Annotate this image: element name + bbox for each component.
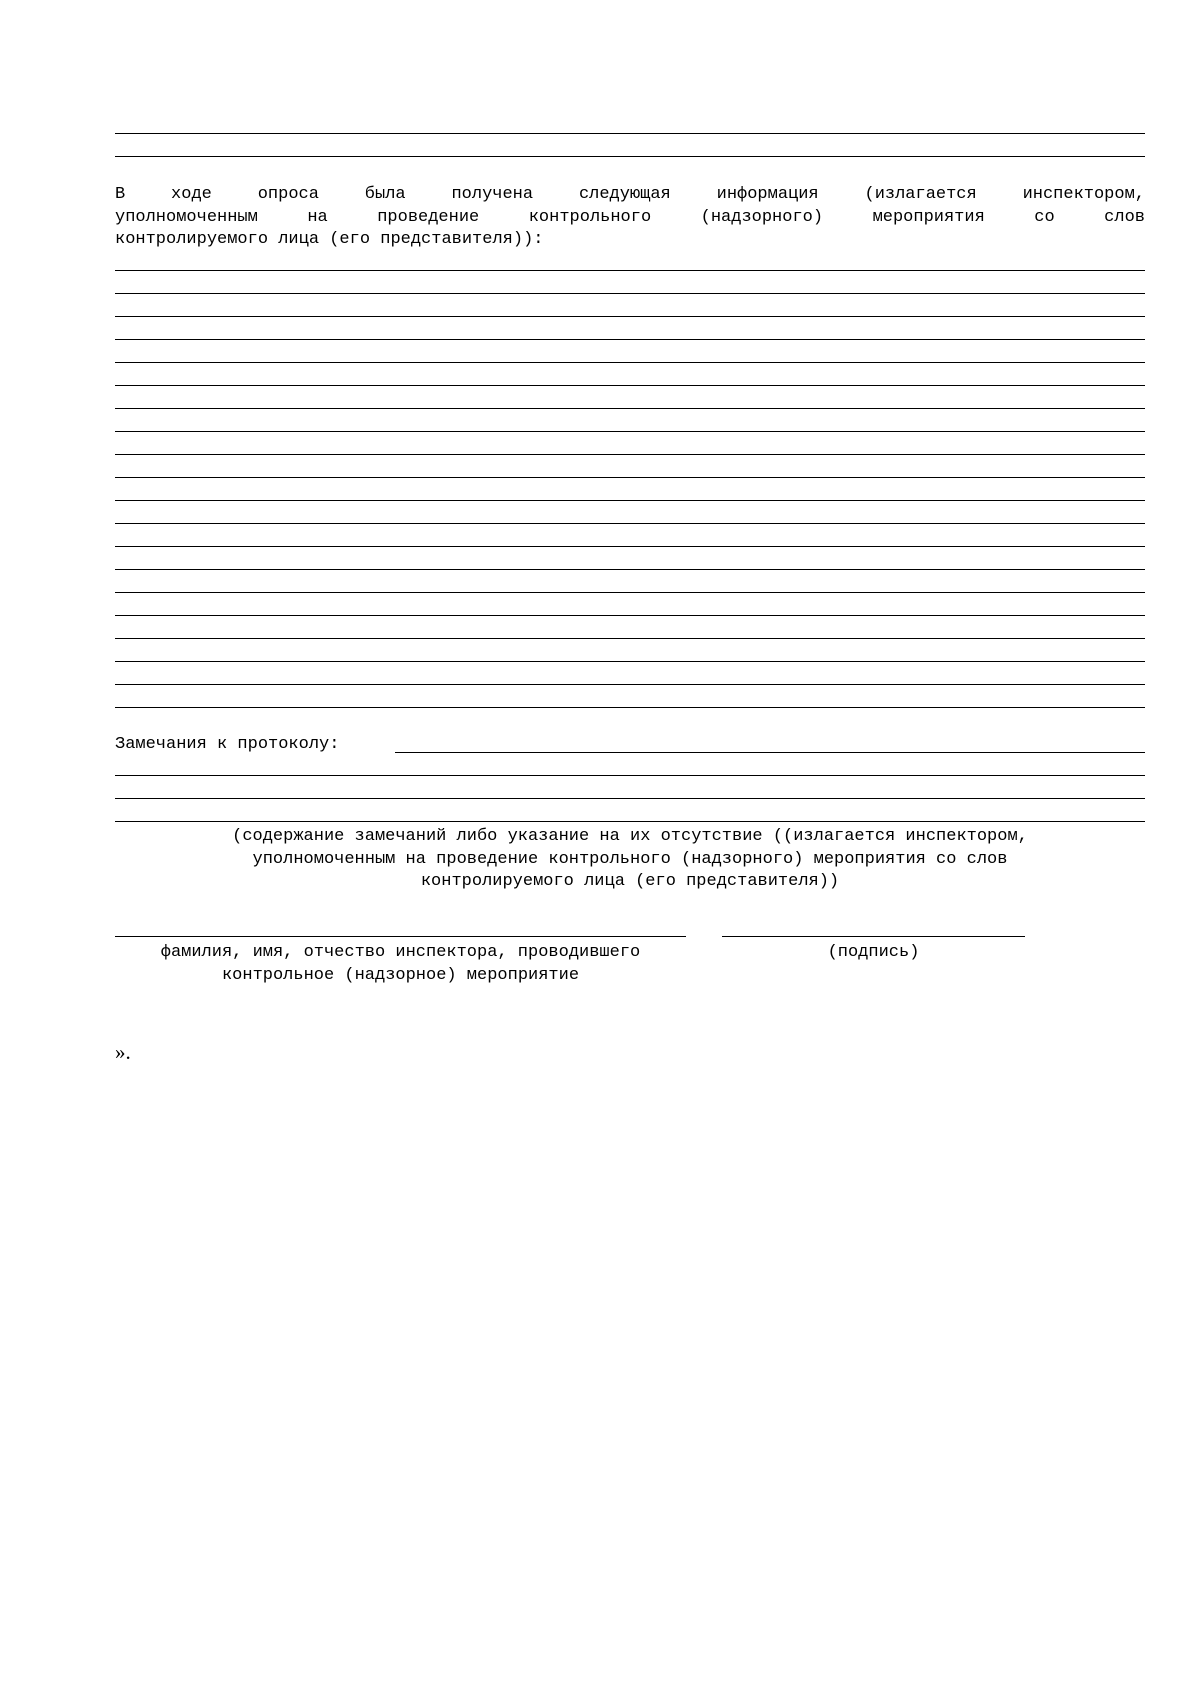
survey-answer-line: [115, 684, 1145, 685]
survey-answer-line: [115, 523, 1145, 524]
survey-answer-line: [115, 592, 1145, 593]
remarks-caption: [115, 826, 1145, 894]
survey-answer-line: [115, 638, 1145, 639]
survey-answer-line: [115, 431, 1145, 432]
survey-answer-line: [115, 339, 1145, 340]
survey-paragraph-line-1: В ходе опроса была получена следующая информация (излагается инспектором,: [115, 185, 1145, 204]
closing-mark: ».: [115, 1040, 131, 1064]
survey-answer-line: [115, 454, 1145, 455]
survey-answer-line: [115, 408, 1145, 409]
remarks-label: Замечания к протоколу:: [115, 735, 340, 754]
survey-answer-line: [115, 477, 1145, 478]
survey-paragraph: [115, 184, 1145, 252]
survey-answer-line: [115, 661, 1145, 662]
survey-answer-line: [115, 316, 1145, 317]
inspector-caption-line-2: контрольное (надзорное) мероприятие: [221, 965, 580, 985]
survey-answer-line: [115, 500, 1145, 501]
remarks-line: [115, 798, 1145, 799]
survey-answer-line: [115, 569, 1145, 570]
survey-answer-line: [115, 707, 1145, 708]
remarks-caption-line-1: (содержание замечаний либо указание на их отсутствие ((излагается инспектором,: [232, 827, 1028, 846]
remarks-line: [115, 775, 1145, 776]
blank-line-top-2: [115, 156, 1145, 157]
survey-answer-line: [115, 362, 1145, 363]
survey-answer-line: [115, 546, 1145, 547]
survey-answer-line: [115, 270, 1145, 271]
signature-caption: (подпись): [827, 943, 920, 962]
survey-answer-line: [115, 293, 1145, 294]
remarks-caption-line-3: контролируемого лица (его представителя)): [420, 872, 840, 891]
survey-answer-line: [115, 615, 1145, 616]
remarks-line: [115, 821, 1145, 822]
inspector-name-line: [115, 936, 686, 937]
survey-paragraph-line-2: уполномоченным на проведение контрольного (надзорного) мероприятия со слов: [115, 207, 1145, 227]
signature-line: [722, 936, 1025, 937]
survey-answer-line: [115, 385, 1145, 386]
inspector-caption: [115, 942, 686, 987]
remarks-caption-line-2: уполномоченным на проведение контрольного (надзорного) мероприятия со слов: [252, 849, 1008, 869]
inspector-caption-line-1: фамилия, имя, отчество инспектора, проводившего: [160, 943, 641, 962]
remarks-line-inline: [395, 752, 1145, 753]
blank-line-top-1: [115, 133, 1145, 134]
survey-paragraph-line-3: контролируемого лица (его представителя)):: [115, 230, 544, 249]
